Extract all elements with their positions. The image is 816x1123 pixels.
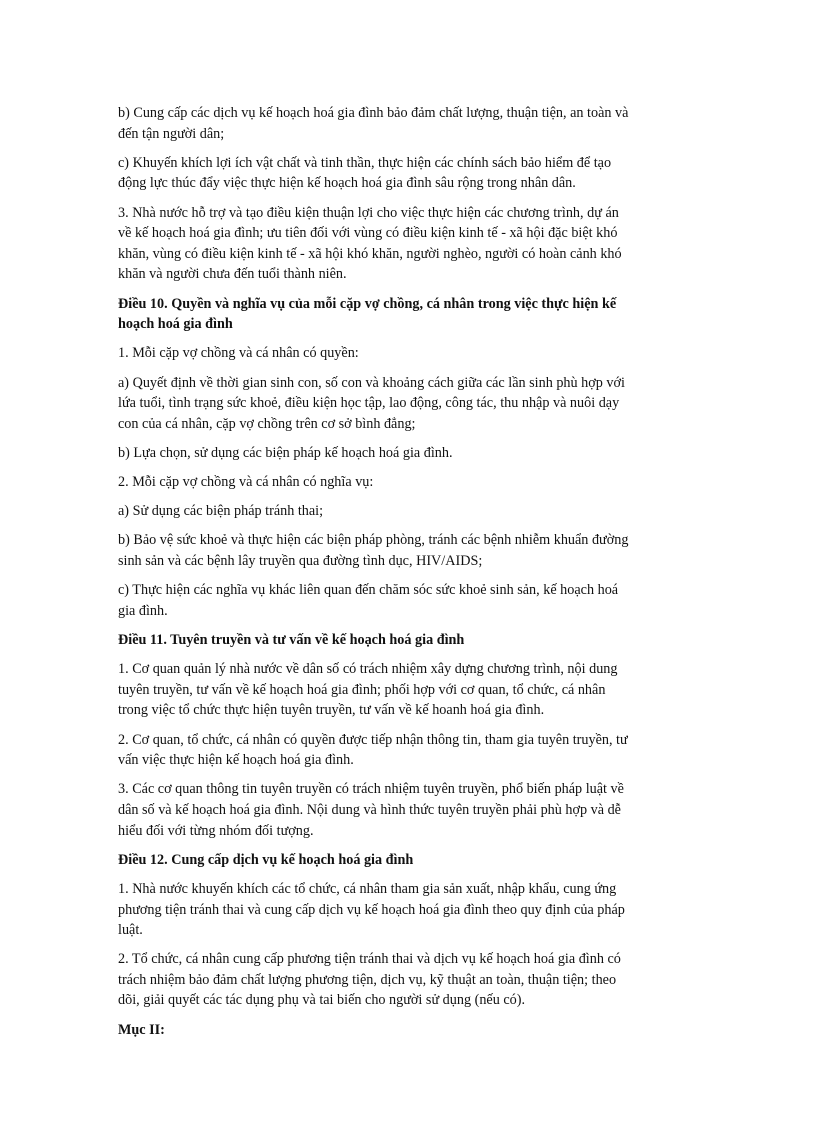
text-line: đến tận người dân; — [118, 125, 225, 142]
paragraph — [118, 779, 698, 841]
text-line: a) Quyết định về thời gian sinh con, số con và khoảng cách giữa các lần sinh phù hợp với — [118, 374, 625, 391]
paragraph — [118, 580, 698, 621]
paragraph — [118, 949, 698, 1011]
text-line: sinh sản và các bệnh lây truyền qua đường tình dục, HIV/AIDS; — [118, 553, 483, 570]
text-line: dõi, giải quyết các tác dụng phụ và tai biến cho người sử dụng (nếu có). — [118, 992, 526, 1009]
text-line: khăn, vùng có điều kiện kinh tế - xã hội khó khăn, người nghèo, người có hoàn cảnh khó — [118, 245, 622, 262]
article-heading — [118, 1020, 698, 1041]
text-line: b) Lựa chọn, sử dụng các biện pháp kế hoạch hoá gia đình. — [118, 444, 453, 461]
text-line: 1. Cơ quan quản lý nhà nước về dân số có trách nhiệm xây dựng chương trình, nội dung — [118, 661, 618, 678]
text-line: c) Khuyến khích lợi ích vật chất và tinh thần, thực hiện các chính sách bảo hiểm để tạo — [118, 154, 612, 171]
text-line: b) Cung cấp các dịch vụ kế hoạch hoá gia đình bảo đảm chất lượng, thuận tiện, an toàn và — [118, 105, 629, 121]
paragraph — [118, 659, 698, 721]
article-heading — [118, 850, 698, 871]
paragraph — [118, 103, 698, 144]
text-line: b) Bảo vệ sức khoẻ và thực hiện các biện pháp phòng, tránh các bệnh nhiễm khuẩn đường — [118, 532, 629, 549]
paragraph — [118, 530, 698, 571]
document-page — [118, 103, 698, 1049]
text-line: khăn và người chưa đến tuổi thành niên. — [118, 266, 347, 283]
paragraph — [118, 153, 698, 194]
text-line: con của cá nhân, cặp vợ chồng trên cơ sở bình đẳng; — [118, 415, 416, 432]
text-line: gia đình. — [118, 602, 168, 619]
paragraph — [118, 472, 698, 493]
text-line: luật. — [118, 922, 143, 939]
text-line: vấn việc thực hiện kế hoạch hoá gia đình. — [118, 752, 354, 769]
paragraph — [118, 203, 698, 285]
text-line: Mục II: — [118, 1021, 165, 1038]
text-line: động lực thúc đẩy việc thực hiện kế hoạch hoá gia đình sâu rộng trong nhân dân. — [118, 175, 576, 192]
text-line: 2. Cơ quan, tổ chức, cá nhân có quyền được tiếp nhận thông tin, tham gia tuyên truyền, tư — [118, 731, 628, 748]
text-line: trong việc tổ chức thực hiện tuyên truyền, tư vấn về kế hoanh hoá gia đình. — [118, 702, 545, 719]
text-line: 1. Nhà nước khuyến khích các tổ chức, cá nhân tham gia sản xuất, nhập khẩu, cung ứng — [118, 880, 617, 897]
text-line: trách nhiệm bảo đảm chất lượng phương tiện, dịch vụ, kỹ thuật an toàn, thuận tiện; theo — [118, 971, 617, 988]
article-heading — [118, 630, 698, 651]
paragraph — [118, 373, 698, 435]
text-line: a) Sử dụng các biện pháp tránh thai; — [118, 503, 324, 520]
text-line: Điều 10. Quyền và nghĩa vụ của mỗi cặp vợ chồng, cá nhân trong việc thực hiện kế — [118, 295, 617, 312]
text-line: lứa tuổi, tình trạng sức khoẻ, điều kiện học tập, lao động, công tác, thu nhập và nuôi dạy — [118, 395, 620, 412]
article-heading — [118, 294, 698, 335]
paragraph — [118, 501, 698, 522]
text-line: phương tiện tránh thai và cung cấp dịch vụ kế hoạch hoá gia đình theo quy định của pháp — [118, 901, 625, 918]
text-line: 1. Mỗi cặp vợ chồng và cá nhân có quyền: — [118, 345, 359, 362]
text-line: dân số và kế hoạch hoá gia đình. Nội dung và hình thức tuyên truyền phải phù hợp và dễ — [118, 801, 621, 818]
paragraph — [118, 443, 698, 464]
text-line: hoạch hoá gia đình — [118, 316, 233, 333]
paragraph — [118, 343, 698, 364]
text-line: Điều 12. Cung cấp dịch vụ kế hoạch hoá gia đình — [118, 851, 414, 868]
text-line: hiểu đối với từng nhóm đối tượng. — [118, 822, 314, 839]
paragraph — [118, 730, 698, 771]
text-line: Điều 11. Tuyên truyền và tư vấn về kế hoạch hoá gia đình — [118, 632, 465, 648]
text-line: c) Thực hiện các nghĩa vụ khác liên quan đến chăm sóc sức khoẻ sinh sản, kế hoạch hoá — [118, 582, 619, 599]
text-line: về kế hoạch hoá gia đình; ưu tiên đối với vùng có điều kiện kinh tế - xã hội đặc biệt khó — [118, 225, 618, 242]
text-line: 3. Nhà nước hỗ trợ và tạo điều kiện thuận lợi cho việc thực hiện các chương trình, dự án — [118, 204, 619, 221]
text-line: 3. Các cơ quan thông tin tuyên truyền có trách nhiệm tuyên truyền, phổ biến pháp luật về — [118, 781, 624, 798]
text-line: 2. Tổ chức, cá nhân cung cấp phương tiện tránh thai và dịch vụ kế hoạch hoá gia đình có — [118, 951, 621, 968]
paragraph — [118, 879, 698, 941]
text-line: tuyên truyền, tư vấn về kế hoạch hoá gia đình; phối hợp với cơ quan, tổ chức, cá nhân — [118, 681, 606, 698]
text-line: 2. Mỗi cặp vợ chồng và cá nhân có nghĩa vụ: — [118, 474, 374, 491]
